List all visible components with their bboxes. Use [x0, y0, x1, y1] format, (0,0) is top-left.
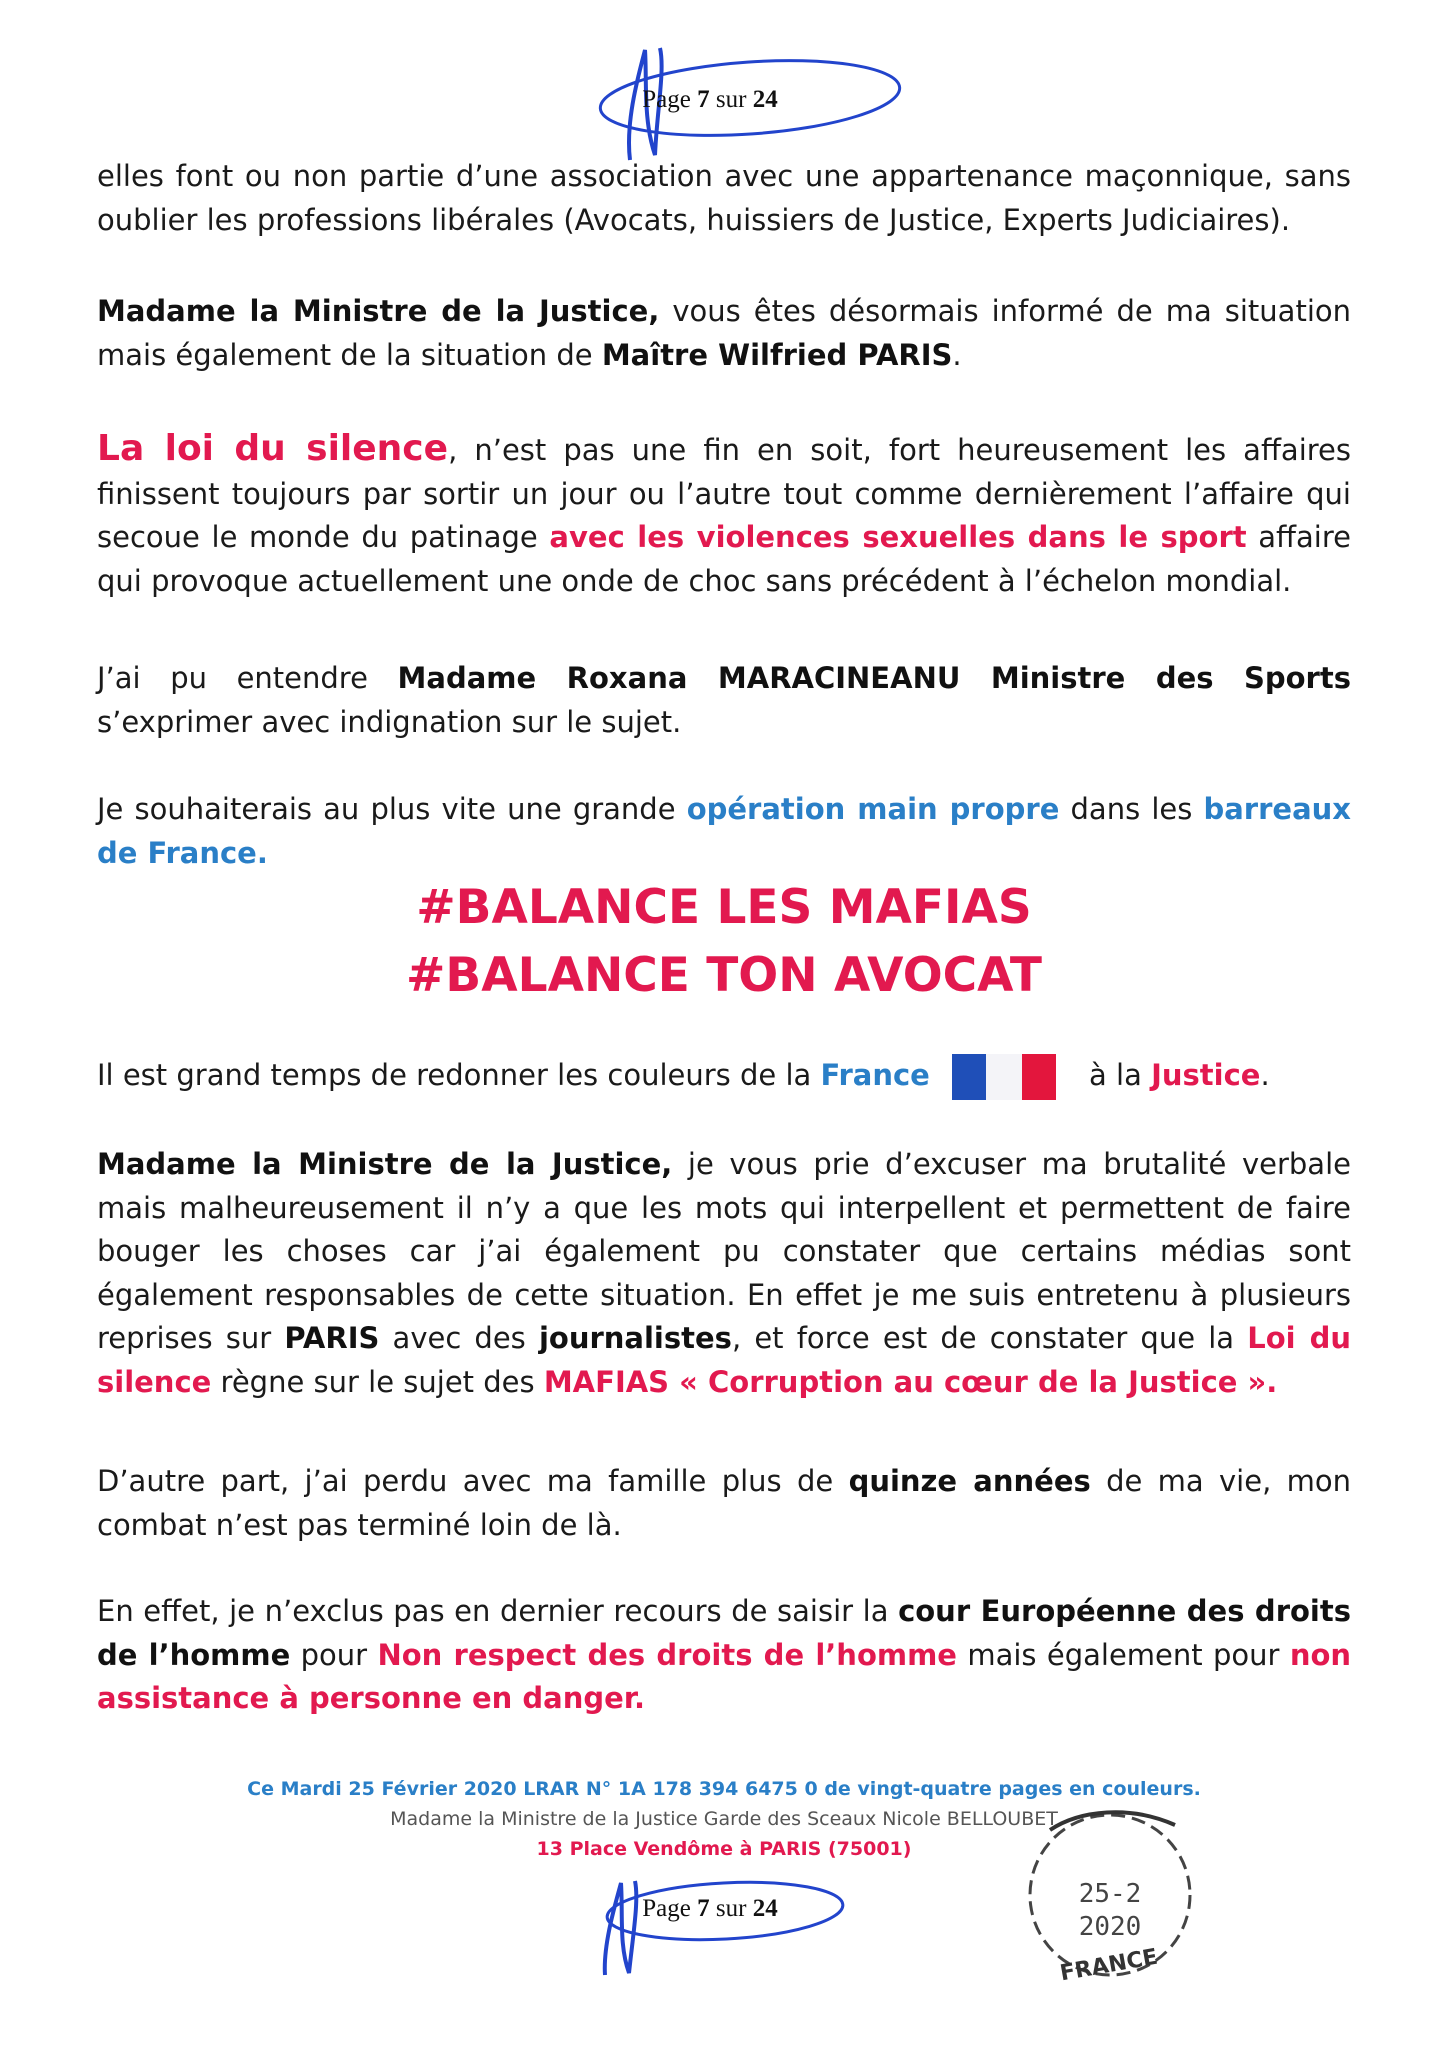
french-flag-icon [952, 1054, 1056, 1100]
page-number-bottom: Page 7 sur 24 [642, 1895, 778, 1922]
paragraph-quinze-annees: D’autre part, j’ai perdu avec ma famille plus de quinze années de ma vie, mon combat n’est pas terminé loin de là. [97, 1464, 1351, 1542]
slogan-balance-mafias: #BALANCE LES MAFIAS [416, 880, 1032, 935]
page-number-top: Page 7 sur 24 [642, 86, 778, 113]
footer-addressee-line: Madame la Ministre de la Justice Garde des Sceaux Nicole BELLOUBET [390, 1808, 1058, 1830]
paragraph-cour-europeenne: En effet, je n’exclus pas en dernier recours de saisir la cour Européenne des droits de l’homme pour Non respect des droits de l’homme mais également pour non assistance à personne en danger. [97, 1594, 1352, 1715]
postal-stamp [1010, 1790, 1210, 1990]
footer-lrar-line: Ce Mardi 25 Février 2020 LRAR N° 1A 178 394 6475 0 de vingt-quatre pages en couleurs. [247, 1778, 1201, 1800]
paragraph-loi-du-silence: La loi du silence, n’est pas une fin en soit, fort heureusement les affaires finissent toujours par sortir un jour ou l’autre tout comme dernièrement l’affaire qui secoue le monde du patinage avec les violences sexuelles dans le sport affaire qui provoque actuellement une onde de choc sans précédent à l’échelon mondial. [97, 428, 1352, 598]
paragraph-operation-main-propre: Je souhaiterais au plus vite une grande opération main propre dans les barreaux de France. [97, 792, 1351, 870]
stamp-country: FRANCE [1058, 1944, 1160, 1987]
stamp-date-bottom: 2020 [1078, 1912, 1142, 1942]
footer-address-line: 13 Place Vendôme à PARIS (75001) [536, 1838, 912, 1860]
slogan-balance-avocat: #BALANCE TON AVOCAT [406, 948, 1042, 1003]
paragraph-ministre-informe: Madame la Ministre de la Justice, vous êtes désormais informé de ma situation mais également de la situation de Maître Wilfried PARIS. [97, 294, 1351, 372]
signature-bottom [585, 1875, 845, 1985]
paragraph-brutalite-verbale: Madame la Ministre de la Justice, je vous prie d’excuser ma brutalité verbale mais malheureusement il n’y a que les mots qui interpellent et permettent de faire bouger les choses car j’ai également pu constater que certains médias sont également responsables de cette situation. En effet je me suis entretenu à plusieurs reprises sur PARIS avec des journalistes, et force est de constater que la Loi du silence règne sur le sujet des MAFIAS « Corruption au cœur de la Justice ». [97, 1147, 1352, 1399]
paragraph-couleurs-france: Il est grand temps de redonner les couleurs de la France à la Justice. [97, 1054, 1351, 1100]
paragraph-ministre-sports: J’ai pu entendre Madame Roxana MARACINEANU Ministre des Sports s’exprimer avec indignation sur le sujet. [97, 661, 1351, 739]
stamp-date-top: 25-2 [1078, 1879, 1142, 1909]
paragraph-associations: elles font ou non partie d’une association avec une appartenance maçonnique, sans oublier les professions libérales (Avocats, huissiers de Justice, Experts Judiciaires). [97, 159, 1351, 237]
